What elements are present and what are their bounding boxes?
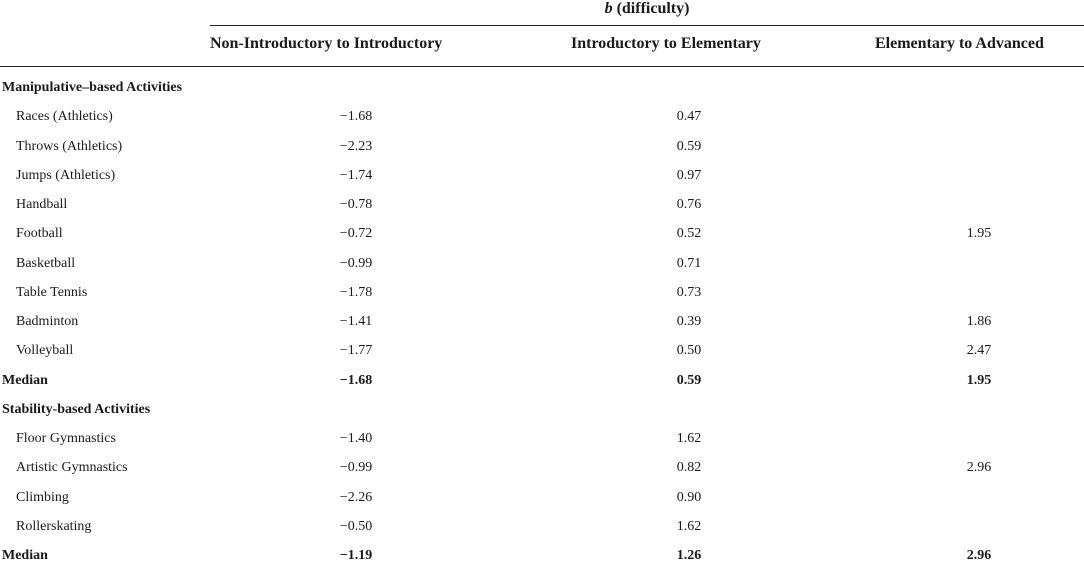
non-intro-to-intro-value (296, 73, 416, 102)
column-header-non-intro-to-intro: Non-Introductory to Introductory (210, 35, 443, 52)
section-header-row (0, 395, 1084, 424)
intro-to-elementary-value: 0.76 (676, 197, 702, 212)
elementary-to-advanced-value: 2.96 (966, 548, 992, 563)
table-row (0, 336, 1084, 365)
non-intro-to-intro-value: −1.19 (339, 548, 373, 563)
row-label: Volleyball (16, 343, 74, 359)
elementary-to-advanced-value (919, 278, 1039, 307)
row-label: Floor Gymnastics (16, 431, 116, 446)
median-row (0, 366, 1084, 395)
non-intro-to-intro-value: −1.77 (339, 343, 373, 359)
elementary-to-advanced-value (919, 190, 1039, 219)
elementary-to-advanced-value: 1.86 (966, 314, 992, 329)
table-row (0, 307, 1084, 336)
non-intro-to-intro-value: −1.40 (339, 431, 373, 446)
super-header-text: (difficulty) (612, 0, 690, 17)
intro-to-elementary-value: 1.62 (676, 518, 702, 534)
table-row (0, 453, 1084, 482)
intro-to-elementary-value: 1.26 (676, 548, 702, 563)
row-label: Artistic Gymnastics (16, 460, 128, 476)
intro-to-elementary-value: 0.97 (676, 167, 702, 183)
row-label: Throws (Athletics) (16, 138, 123, 154)
table-row (0, 161, 1084, 190)
row-label: Rollerskating (16, 518, 92, 534)
column-header-elementary-to-advanced: Elementary to Advanced (875, 35, 1044, 52)
row-label: Median (2, 372, 48, 388)
table-row (0, 132, 1084, 161)
table-row (0, 102, 1084, 131)
section-label: Stability-based Activities (2, 401, 151, 417)
elementary-to-advanced-value: 1.95 (966, 372, 992, 388)
header-rule (0, 66, 1084, 67)
table-row (0, 249, 1084, 278)
intro-to-elementary-value: 0.73 (676, 284, 702, 300)
intro-to-elementary-value: 0.39 (676, 314, 702, 329)
non-intro-to-intro-value: −2.23 (339, 138, 373, 154)
non-intro-to-intro-value: −0.78 (339, 197, 373, 212)
non-intro-to-intro-value: −0.99 (339, 460, 373, 476)
table-row (0, 278, 1084, 307)
table-row (0, 424, 1084, 453)
table-row (0, 483, 1084, 512)
intro-to-elementary-value (629, 73, 749, 102)
row-label: Table Tennis (16, 284, 88, 300)
row-label: Median (2, 548, 48, 563)
elementary-to-advanced-value: 2.47 (966, 343, 992, 359)
non-intro-to-intro-value (296, 395, 416, 424)
elementary-to-advanced-value (919, 424, 1039, 453)
elementary-to-advanced-value (919, 512, 1039, 541)
section-label: Manipulative–based Activities (2, 80, 183, 95)
non-intro-to-intro-value: −1.74 (339, 167, 373, 183)
intro-to-elementary-value: 0.59 (676, 372, 702, 388)
intro-to-elementary-value: 0.82 (676, 460, 702, 476)
row-label: Climbing (16, 489, 69, 505)
intro-to-elementary-value: 0.90 (676, 489, 702, 505)
elementary-to-advanced-value (919, 249, 1039, 278)
super-header-rule (210, 25, 1084, 26)
row-label: Jumps (Athletics) (16, 167, 116, 183)
table-row (0, 512, 1084, 541)
elementary-to-advanced-value (919, 483, 1039, 512)
elementary-to-advanced-value (919, 161, 1039, 190)
intro-to-elementary-value: 0.59 (676, 138, 702, 154)
elementary-to-advanced-value (919, 132, 1039, 161)
difficulty-super-header (210, 0, 1084, 26)
intro-to-elementary-value: 0.52 (676, 226, 702, 242)
elementary-to-advanced-value: 1.95 (966, 226, 992, 242)
non-intro-to-intro-value: −1.41 (339, 314, 373, 329)
table-row (0, 219, 1084, 248)
intro-to-elementary-value (629, 395, 749, 424)
non-intro-to-intro-value: −0.50 (339, 518, 373, 534)
row-label: Badminton (16, 314, 79, 329)
table-body (0, 73, 1084, 570)
elementary-to-advanced-value: 2.96 (966, 460, 992, 476)
intro-to-elementary-value: 0.50 (676, 343, 702, 359)
intro-to-elementary-value: 1.62 (676, 431, 702, 446)
row-label: Basketball (16, 255, 76, 271)
non-intro-to-intro-value: −0.99 (339, 255, 373, 271)
intro-to-elementary-value: 0.71 (676, 255, 702, 271)
elementary-to-advanced-value (919, 395, 1039, 424)
intro-to-elementary-value: 0.47 (676, 109, 702, 125)
non-intro-to-intro-value: −0.72 (339, 226, 373, 242)
super-header-symbol: b (604, 0, 613, 17)
median-row (0, 541, 1084, 570)
row-label: Races (Athletics) (16, 109, 113, 125)
elementary-to-advanced-value (919, 73, 1039, 102)
column-header-intro-to-elementary: Introductory to Elementary (571, 35, 761, 52)
row-label: Handball (16, 197, 68, 212)
section-header-row (0, 73, 1084, 102)
non-intro-to-intro-value: −1.78 (339, 284, 373, 300)
elementary-to-advanced-value (919, 102, 1039, 131)
non-intro-to-intro-value: −1.68 (339, 109, 373, 125)
non-intro-to-intro-value: −1.68 (339, 372, 373, 388)
row-label: Football (16, 226, 63, 242)
table-row (0, 190, 1084, 219)
non-intro-to-intro-value: −2.26 (339, 489, 373, 505)
